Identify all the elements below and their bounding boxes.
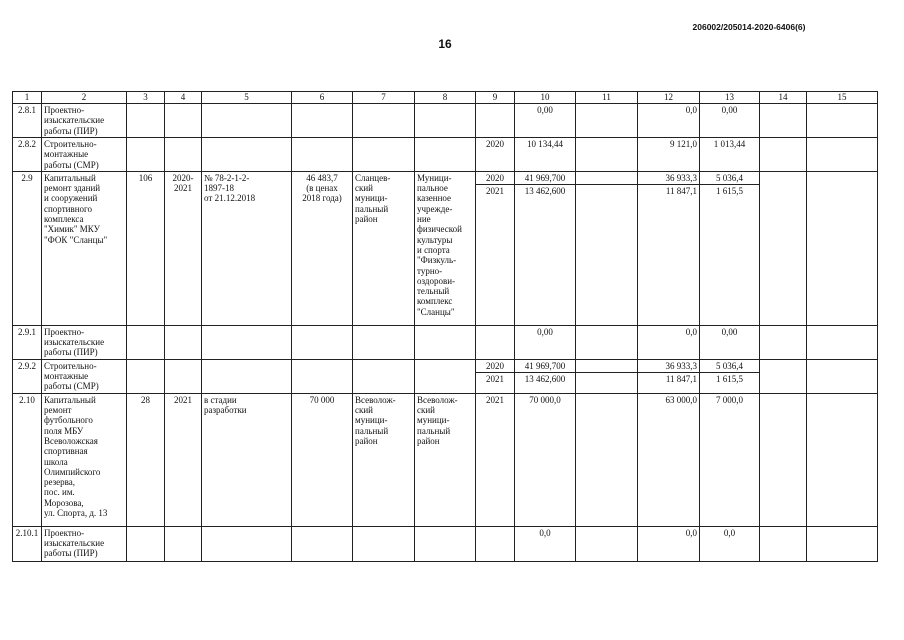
- cell-col-3: [127, 104, 165, 138]
- cell-col-2: Строительно- монтажные работы (СМР): [42, 138, 127, 172]
- cell-col-5: [202, 104, 292, 138]
- cell-col-2: Капитальный ремонт футбольного поля МБУ Всеволожская спортивная школа Олимпийского резерва, пос. им. Морозова, ул. Спорта, д. 13: [42, 393, 127, 526]
- cell-col-8: [415, 359, 476, 393]
- cell-col-3: [127, 526, 165, 561]
- cell-col-4: [165, 359, 202, 393]
- column-number-row: [13, 92, 878, 104]
- document-id: 206002/205014-2020-6406(6): [692, 22, 806, 32]
- cell-col-9: [476, 526, 515, 561]
- sub-cell: 5 036,4: [700, 360, 759, 373]
- cell-col-5: [202, 526, 292, 561]
- cell-col-7: [353, 138, 415, 172]
- cell-col-10: [515, 359, 576, 393]
- cell-col-1: 2.10: [13, 393, 42, 526]
- cell-col-11: [576, 359, 638, 393]
- cell-col-5: [202, 359, 292, 393]
- cell-col-7: Сланцев- ский муници- пальный район: [353, 171, 415, 325]
- sub-cell: 13 462,600: [524, 374, 566, 385]
- cell-col-14: [760, 393, 807, 526]
- cell-col-11: [576, 393, 638, 526]
- cell-col-11: [576, 171, 638, 325]
- table-row: [13, 104, 878, 138]
- cell-col-15: [807, 526, 878, 561]
- sub-cell: 36 933,3: [638, 172, 699, 185]
- cell-col-2: Капитальный ремонт зданий и сооружений спортивного комплекса "Химик" МКУ "ФОК "Сланцы": [42, 171, 127, 325]
- column-number-10: 10: [515, 92, 576, 104]
- cell-col-3: [127, 359, 165, 393]
- sub-cell: [576, 185, 637, 197]
- sub-cell: 2020: [476, 172, 514, 185]
- cell-col-11: [576, 138, 638, 172]
- cell-col-14: [760, 138, 807, 172]
- cell-col-7: [353, 104, 415, 138]
- cell-col-12: 9 121,0: [638, 138, 700, 172]
- cell-col-4: [165, 104, 202, 138]
- cell-col-5: [202, 325, 292, 359]
- cell-col-14: [760, 171, 807, 325]
- column-number-2: 2: [42, 92, 127, 104]
- column-number-14: 14: [760, 92, 807, 104]
- cell-col-6: [292, 325, 353, 359]
- table-body: [13, 92, 878, 562]
- page-number: 16: [438, 37, 452, 51]
- cell-col-4: [165, 526, 202, 561]
- cell-col-9: [476, 359, 515, 393]
- column-number-5: 5: [202, 92, 292, 104]
- cell-col-15: [807, 171, 878, 325]
- cell-col-1: 2.8.1: [13, 104, 42, 138]
- sub-cell: 36 933,3: [638, 360, 699, 373]
- cell-col-5: в стадии разработки: [202, 393, 292, 526]
- cell-col-3: [127, 138, 165, 172]
- cell-col-7: Всеволож- ский муници- пальный район: [353, 393, 415, 526]
- cell-col-14: [760, 526, 807, 561]
- cell-col-2: Проектно- изыскательские работы (ПИР): [42, 325, 127, 359]
- table-row: [13, 138, 878, 172]
- column-number-11: 11: [576, 92, 638, 104]
- cell-col-10: 0,00: [515, 104, 576, 138]
- column-number-6: 6: [292, 92, 353, 104]
- cell-col-9: 2021: [476, 393, 515, 526]
- column-number-3: 3: [127, 92, 165, 104]
- cell-col-15: [807, 104, 878, 138]
- cell-col-10: 70 000,0: [515, 393, 576, 526]
- cell-col-9: [476, 104, 515, 138]
- sub-cell: 41 969,700: [515, 360, 575, 373]
- cell-col-13: 1 013,44: [700, 138, 760, 172]
- cell-col-15: [807, 359, 878, 393]
- cell-col-11: [576, 104, 638, 138]
- cell-col-1: 2.8.2: [13, 138, 42, 172]
- cell-col-15: [807, 393, 878, 526]
- cell-col-14: [760, 325, 807, 359]
- column-number-8: 8: [415, 92, 476, 104]
- cell-col-4: [165, 325, 202, 359]
- cell-col-2: Проектно- изыскательские работы (ПИР): [42, 526, 127, 561]
- cell-col-9: [476, 325, 515, 359]
- table-row: [13, 325, 878, 359]
- cell-col-6: 46 483,7 (в ценах 2018 года): [292, 171, 353, 325]
- column-number-15: 15: [807, 92, 878, 104]
- cell-col-10: 0,00: [515, 325, 576, 359]
- cell-col-3: [127, 325, 165, 359]
- cell-col-3: 28: [127, 393, 165, 526]
- column-number-4: 4: [165, 92, 202, 104]
- cell-col-1: 2.9.2: [13, 359, 42, 393]
- cell-col-12: 0,0: [638, 325, 700, 359]
- column-number-7: 7: [353, 92, 415, 104]
- sub-cell: 1 615,5: [716, 374, 743, 385]
- sub-cell: 2020: [476, 360, 514, 373]
- cell-col-9: [476, 171, 515, 325]
- cell-col-12: [638, 171, 700, 325]
- cell-col-3: 106: [127, 171, 165, 325]
- table-row: [13, 393, 878, 526]
- cell-col-7: [353, 526, 415, 561]
- sub-cell: 11 847,1: [665, 374, 697, 385]
- cell-col-12: [638, 359, 700, 393]
- cell-col-14: [760, 104, 807, 138]
- investment-table: [12, 91, 878, 562]
- cell-col-5: № 78-2-1-2- 1897-18 от 21.12.2018: [202, 171, 292, 325]
- cell-col-8: [415, 104, 476, 138]
- sub-cell: 1 615,5: [716, 186, 743, 197]
- cell-col-7: [353, 325, 415, 359]
- sub-cell: 13 462,600: [524, 186, 566, 197]
- table-row: [13, 171, 878, 325]
- sub-cell: 2021: [486, 374, 504, 385]
- cell-col-6: [292, 138, 353, 172]
- table-row: [13, 526, 878, 561]
- cell-col-13: 0,0: [700, 526, 760, 561]
- sub-cell: 41 969,700: [515, 172, 575, 185]
- cell-col-8: Муници- пальное казенное учрежде- ние физической культуры и спорта "Физкуль- турно- оздорови- тельный комплекс "Сланцы": [415, 171, 476, 325]
- cell-col-1: 2.10.1: [13, 526, 42, 561]
- cell-col-10: 10 134,44: [515, 138, 576, 172]
- cell-col-15: [807, 325, 878, 359]
- sub-cell: 11 847,1: [665, 186, 697, 197]
- sub-cell: [576, 172, 637, 185]
- cell-col-5: [202, 138, 292, 172]
- cell-col-8: [415, 526, 476, 561]
- cell-col-2: Проектно- изыскательские работы (ПИР): [42, 104, 127, 138]
- column-number-13: 13: [700, 92, 760, 104]
- cell-col-12: 0,0: [638, 104, 700, 138]
- cell-col-8: Всеволож- ский муници- пальный район: [415, 393, 476, 526]
- table-row: [13, 359, 878, 393]
- cell-col-13: [700, 171, 760, 325]
- cell-col-1: 2.9: [13, 171, 42, 325]
- column-number-9: 9: [476, 92, 515, 104]
- cell-col-4: 2021: [165, 393, 202, 526]
- cell-col-13: 0,00: [700, 104, 760, 138]
- cell-col-11: [576, 526, 638, 561]
- cell-col-6: [292, 526, 353, 561]
- cell-col-7: [353, 359, 415, 393]
- cell-col-13: 0,00: [700, 325, 760, 359]
- cell-col-10: 0,0: [515, 526, 576, 561]
- cell-col-12: 63 000,0: [638, 393, 700, 526]
- cell-col-6: [292, 104, 353, 138]
- cell-col-1: 2.9.1: [13, 325, 42, 359]
- cell-col-10: [515, 171, 576, 325]
- cell-col-8: [415, 138, 476, 172]
- cell-col-13: [700, 359, 760, 393]
- cell-col-2: Строительно- монтажные работы (СМР): [42, 359, 127, 393]
- cell-col-12: 0,0: [638, 526, 700, 561]
- cell-col-6: [292, 359, 353, 393]
- cell-col-4: [165, 138, 202, 172]
- cell-col-15: [807, 138, 878, 172]
- sub-cell: 2021: [486, 186, 504, 197]
- cell-col-6: 70 000: [292, 393, 353, 526]
- cell-col-13: 7 000,0: [700, 393, 760, 526]
- sub-cell: [576, 360, 637, 373]
- cell-col-8: [415, 325, 476, 359]
- sub-cell: [576, 373, 637, 385]
- column-number-1: 1: [13, 92, 42, 104]
- column-number-12: 12: [638, 92, 700, 104]
- sub-cell: 5 036,4: [700, 172, 759, 185]
- cell-col-4: 2020- 2021: [165, 171, 202, 325]
- cell-col-9: 2020: [476, 138, 515, 172]
- cell-col-11: [576, 325, 638, 359]
- cell-col-14: [760, 359, 807, 393]
